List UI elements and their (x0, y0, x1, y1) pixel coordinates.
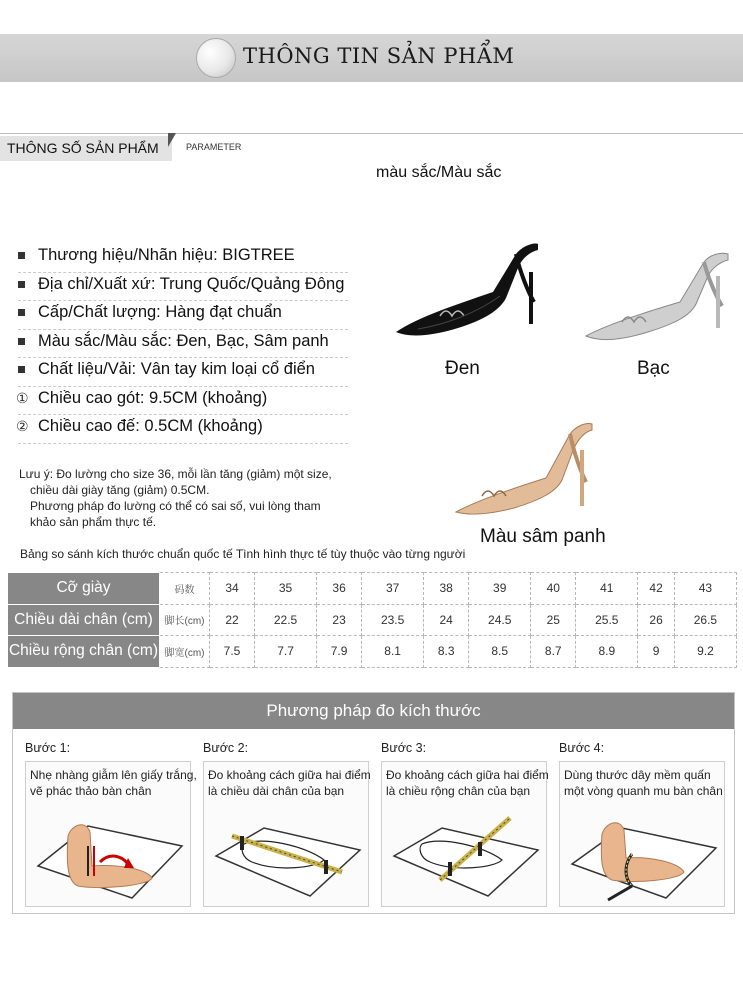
section-divider (0, 133, 743, 134)
foot-on-paper-icon (28, 806, 188, 902)
spec-item (18, 301, 348, 330)
step-desc-line: Đo khoảng cách giữa hai điểm (208, 768, 371, 782)
spec-item (18, 273, 348, 302)
table-cell: 7.7 (255, 636, 317, 668)
square-bullet-icon (18, 338, 25, 345)
table-cell: 40 (531, 573, 576, 605)
step-desc-line: là chiều rộng chân của bạn (386, 784, 531, 798)
table-cell: 42 (638, 573, 675, 605)
row-header-cn: 脚宽(cm) (160, 636, 210, 668)
step-desc-line: vẽ phác thảo bàn chân (30, 784, 152, 798)
parameter-tab (0, 136, 172, 161)
step-desc-line: Đo khoảng cách giữa hai điểm (386, 768, 549, 782)
step-label: Bước 1: (25, 741, 71, 755)
method-title: Phương pháp đo kích thước (266, 701, 481, 720)
row-header: Cỡ giày (8, 573, 160, 605)
measurement-note (19, 466, 332, 530)
color-heading: màu sắc/Màu sắc (376, 164, 502, 181)
table-cell: 8.7 (531, 636, 576, 668)
color-label-black: Đen (445, 358, 480, 379)
table-cell: 8.9 (576, 636, 638, 668)
square-bullet-icon (18, 309, 25, 316)
table-cell: 35 (255, 573, 317, 605)
spec-text: Chất liệu/Vải: Vân tay kim loại cổ điển (38, 360, 315, 378)
spec-item (18, 330, 348, 359)
table-cell: 26 (638, 604, 675, 636)
circled-two-marker: ② (16, 418, 29, 434)
table-cell: 7.5 (210, 636, 255, 668)
table-row (8, 636, 737, 668)
spec-text: Màu sắc/Màu sắc: Đen, Bạc, Sâm panh (38, 331, 329, 350)
note-line: Phương pháp đo lường có thể có sai số, vui lòng tham (30, 499, 321, 513)
square-bullet-icon (18, 281, 25, 288)
table-cell: 7.9 (317, 636, 362, 668)
step-label: Bước 2: (203, 741, 249, 755)
step-desc (564, 767, 724, 799)
row-header: Chiều dài chân (cm) (8, 604, 160, 636)
silver-shoe-image (582, 236, 742, 346)
parameter-subtitle: PARAMETER (186, 142, 242, 152)
row-header-cn: 脚长(cm) (160, 604, 210, 636)
header-banner (0, 34, 743, 82)
ruler-length-icon (206, 806, 366, 902)
table-cell: 23.5 (362, 604, 424, 636)
spec-text: Thương hiệu/Nhãn hiệu: BIGTREE (38, 246, 295, 264)
step-label: Bước 3: (381, 741, 427, 755)
table-cell: 34 (210, 573, 255, 605)
table-cell: 8.3 (424, 636, 469, 668)
circled-one-marker: ① (16, 389, 29, 406)
note-line: khảo sản phẩm thực tế. (30, 515, 157, 529)
table-cell: 24 (424, 604, 469, 636)
spec-item (18, 387, 348, 416)
step-desc-line: Nhẹ nhàng giẫm lên giấy trắng, (30, 768, 197, 782)
method-header (13, 693, 734, 729)
row-header-cn: 码数 (160, 573, 210, 605)
step-card (381, 761, 547, 907)
table-row (8, 573, 737, 605)
table-cell: 9 (638, 636, 675, 668)
spec-text: Chiều cao đế: 0.5CM (khoảng) (38, 417, 263, 435)
step-desc-line: một vòng quanh mu bàn chân (564, 784, 723, 798)
table-cell: 22 (210, 604, 255, 636)
table-cell: 41 (576, 573, 638, 605)
square-bullet-icon (18, 252, 25, 259)
table-cell: 23 (317, 604, 362, 636)
table-cell: 9.2 (674, 636, 736, 668)
ruler-width-icon (384, 806, 544, 902)
measuring-method-section (12, 692, 735, 914)
spec-list (18, 244, 348, 444)
note-line: chiều dài giày tăng (giảm) 0.5CM. (30, 483, 210, 497)
square-bullet-icon (18, 366, 25, 373)
step-desc (208, 767, 371, 799)
table-cell: 22.5 (255, 604, 317, 636)
step-card (203, 761, 369, 907)
step-label: Bước 4: (559, 741, 605, 755)
step-desc (30, 767, 197, 799)
black-shoe-image (388, 232, 558, 352)
table-cell: 25 (531, 604, 576, 636)
table-cell: 38 (424, 573, 469, 605)
spec-text: Địa chỉ/Xuất xứ: Trung Quốc/Quảng Đông (38, 274, 345, 293)
table-cell: 39 (469, 573, 531, 605)
champagne-shoe-image (452, 410, 602, 520)
color-label-silver: Bạc (637, 358, 670, 379)
parameter-tab-label: THÔNG SỐ SẢN PHẨM (7, 140, 159, 156)
note-line: Lưu ý: Đo lường cho size 36, mỗi lần tăng (giảm) một size, (19, 467, 332, 481)
table-cell: 43 (674, 573, 736, 605)
step-desc-line: Dùng thước dây mềm quấn (564, 768, 711, 782)
size-table (7, 572, 737, 668)
table-cell: 26.5 (674, 604, 736, 636)
spec-text: Cấp/Chất lượng: Hàng đạt chuẩn (38, 303, 282, 321)
spec-item (18, 415, 348, 444)
tape-around-foot-icon (562, 806, 722, 902)
table-row (8, 604, 737, 636)
spec-item (18, 358, 348, 387)
table-cell: 8.1 (362, 636, 424, 668)
table-cell: 25.5 (576, 604, 638, 636)
banner-circle-icon (196, 38, 236, 78)
tab-notch-icon (168, 133, 176, 147)
step-card (25, 761, 197, 907)
color-label-champagne: Màu sâm panh (480, 526, 606, 547)
table-cell: 8.5 (469, 636, 531, 668)
table-cell: 36 (317, 573, 362, 605)
table-cell: 37 (362, 573, 424, 605)
step-card (559, 761, 725, 907)
row-header: Chiều rộng chân (cm) (8, 636, 160, 668)
step-desc-line: là chiều dài chân của bạn (208, 784, 345, 798)
size-comparison-caption: Bảng so sánh kích thước chuẩn quốc tế Tình hình thực tế tùy thuộc vào từng người (20, 547, 466, 561)
page-title: THÔNG TIN SẢN PHẨM (243, 44, 515, 68)
table-cell: 24.5 (469, 604, 531, 636)
step-desc (386, 767, 549, 799)
spec-item (18, 244, 348, 273)
spec-text: Chiều cao gót: 9.5CM (khoảng) (38, 388, 268, 407)
